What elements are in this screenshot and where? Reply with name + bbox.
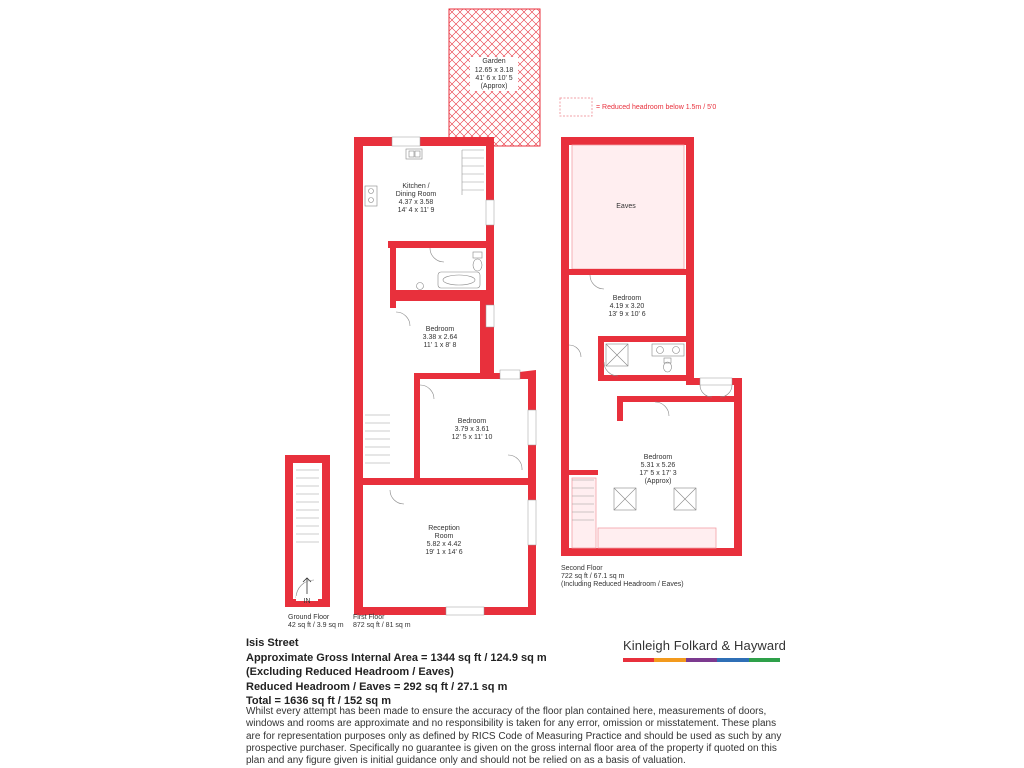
kitchen-name2: Dining Room: [395, 191, 437, 198]
garden: [449, 9, 540, 146]
garden-imperial: 41' 6 x 10' 5: [475, 75, 513, 82]
brand-logo: [623, 638, 787, 662]
kitchen-metric: 4.37 x 3.58: [398, 199, 434, 206]
second-floor-name: Second Floor: [561, 565, 603, 572]
legend-label: = Reduced headroom below 1.5m / 5'0: [596, 104, 717, 111]
bedroom-first-small-imperial: 11' 1 x 8' 8: [423, 342, 457, 349]
eaves-name: Eaves: [616, 203, 636, 210]
bedroom-second-front-name: Bedroom: [643, 454, 673, 461]
kitchen-name1: Kitchen /: [402, 183, 430, 190]
second-floor-note: (Including Reduced Headroom / Eaves): [561, 581, 684, 588]
first-floor-plan: [354, 137, 536, 615]
brand-bar-segment: [749, 658, 780, 662]
entrance-label: IN: [303, 598, 311, 605]
reception-metric: 5.82 x 4.42: [426, 541, 462, 548]
brand-bar-segment: [654, 658, 685, 662]
reception-name2: Room: [434, 533, 454, 540]
ground-floor-plan: [285, 455, 330, 607]
disclaimer-text: Whilst every attempt has been made to ensure the accuracy of the floor plan contained here, measurements of doors, windows and rooms are approximate and no responsibility is taken for any error, omission or misstatement. These plans are for representation purposes only as defined by RICS Code of Measuring Practice and should be used as such by any prospective purchaser. Specifically no guarantee is given on the gross internal floor area of the property if quoted on this plan and any figure given is initial guidance only and should not be relied on as a basis of valuation.: [246, 706, 782, 767]
bedroom-second-front-note: (Approx): [644, 478, 672, 485]
second-floor-plan: [561, 137, 742, 556]
first-floor-area: 872 sq ft / 81 sq m: [353, 622, 411, 629]
garden-metric: 12.65 x 3.18: [474, 67, 514, 74]
bedroom-second-front-imperial: 17' 5 x 17' 3: [639, 470, 677, 477]
excluding-note: (Excluding Reduced Headroom / Eaves): [246, 666, 454, 678]
bedroom-first-front-metric: 3.79 x 3.61: [454, 426, 490, 433]
reduced-headroom-line: Reduced Headroom / Eaves = 292 sq ft / 27.1 sq m: [246, 680, 508, 693]
brand-bar-segment: [717, 658, 748, 662]
bedroom-first-front-imperial: 12' 5 x 11' 10: [451, 434, 493, 441]
kitchen-imperial: 14' 4 x 11' 9: [397, 207, 435, 214]
brand-color-bar: [623, 658, 780, 662]
ground-floor-caption: [288, 614, 344, 630]
second-floor-area: 722 sq ft / 67.1 sq m: [561, 573, 625, 580]
bedroom-second-rear-metric: 4.19 x 3.20: [609, 303, 645, 310]
legend: [560, 98, 716, 116]
brand-bar-segment: [686, 658, 717, 662]
first-floor-caption: [353, 614, 411, 630]
legend-swatch: [560, 98, 592, 116]
second-floor-caption: [561, 565, 684, 589]
ground-floor-area: 42 sq ft / 3.9 sq m: [288, 622, 344, 629]
garden-name: Garden: [482, 58, 506, 65]
bedroom-second-front-metric: 5.31 x 5.26: [640, 462, 676, 469]
garden-note: (Approx): [480, 83, 508, 90]
gross-area-line: Approximate Gross Internal Area = 1344 sq ft / 124.9 sq m: [246, 651, 547, 664]
ground-floor-name: Ground Floor: [288, 614, 330, 621]
bedroom-first-small-name: Bedroom: [425, 326, 455, 333]
reception-imperial: 19' 1 x 14' 6: [425, 549, 463, 556]
bedroom-second-rear-name: Bedroom: [612, 295, 642, 302]
brand-bar-segment: [623, 658, 654, 662]
street-name: Isis Street: [246, 637, 299, 649]
bedroom-first-front-name: Bedroom: [457, 418, 487, 425]
reception-name1: Reception: [428, 525, 460, 532]
bedroom-first-small-metric: 3.38 x 2.64: [422, 334, 458, 341]
total-area-line: Total = 1636 sq ft / 152 sq m: [246, 695, 391, 707]
first-floor-name: First Floor: [353, 614, 385, 621]
bedroom-second-rear-imperial: 13' 9 x 10' 6: [608, 311, 646, 318]
brand-name: Kinleigh Folkard & Hayward: [623, 638, 787, 653]
